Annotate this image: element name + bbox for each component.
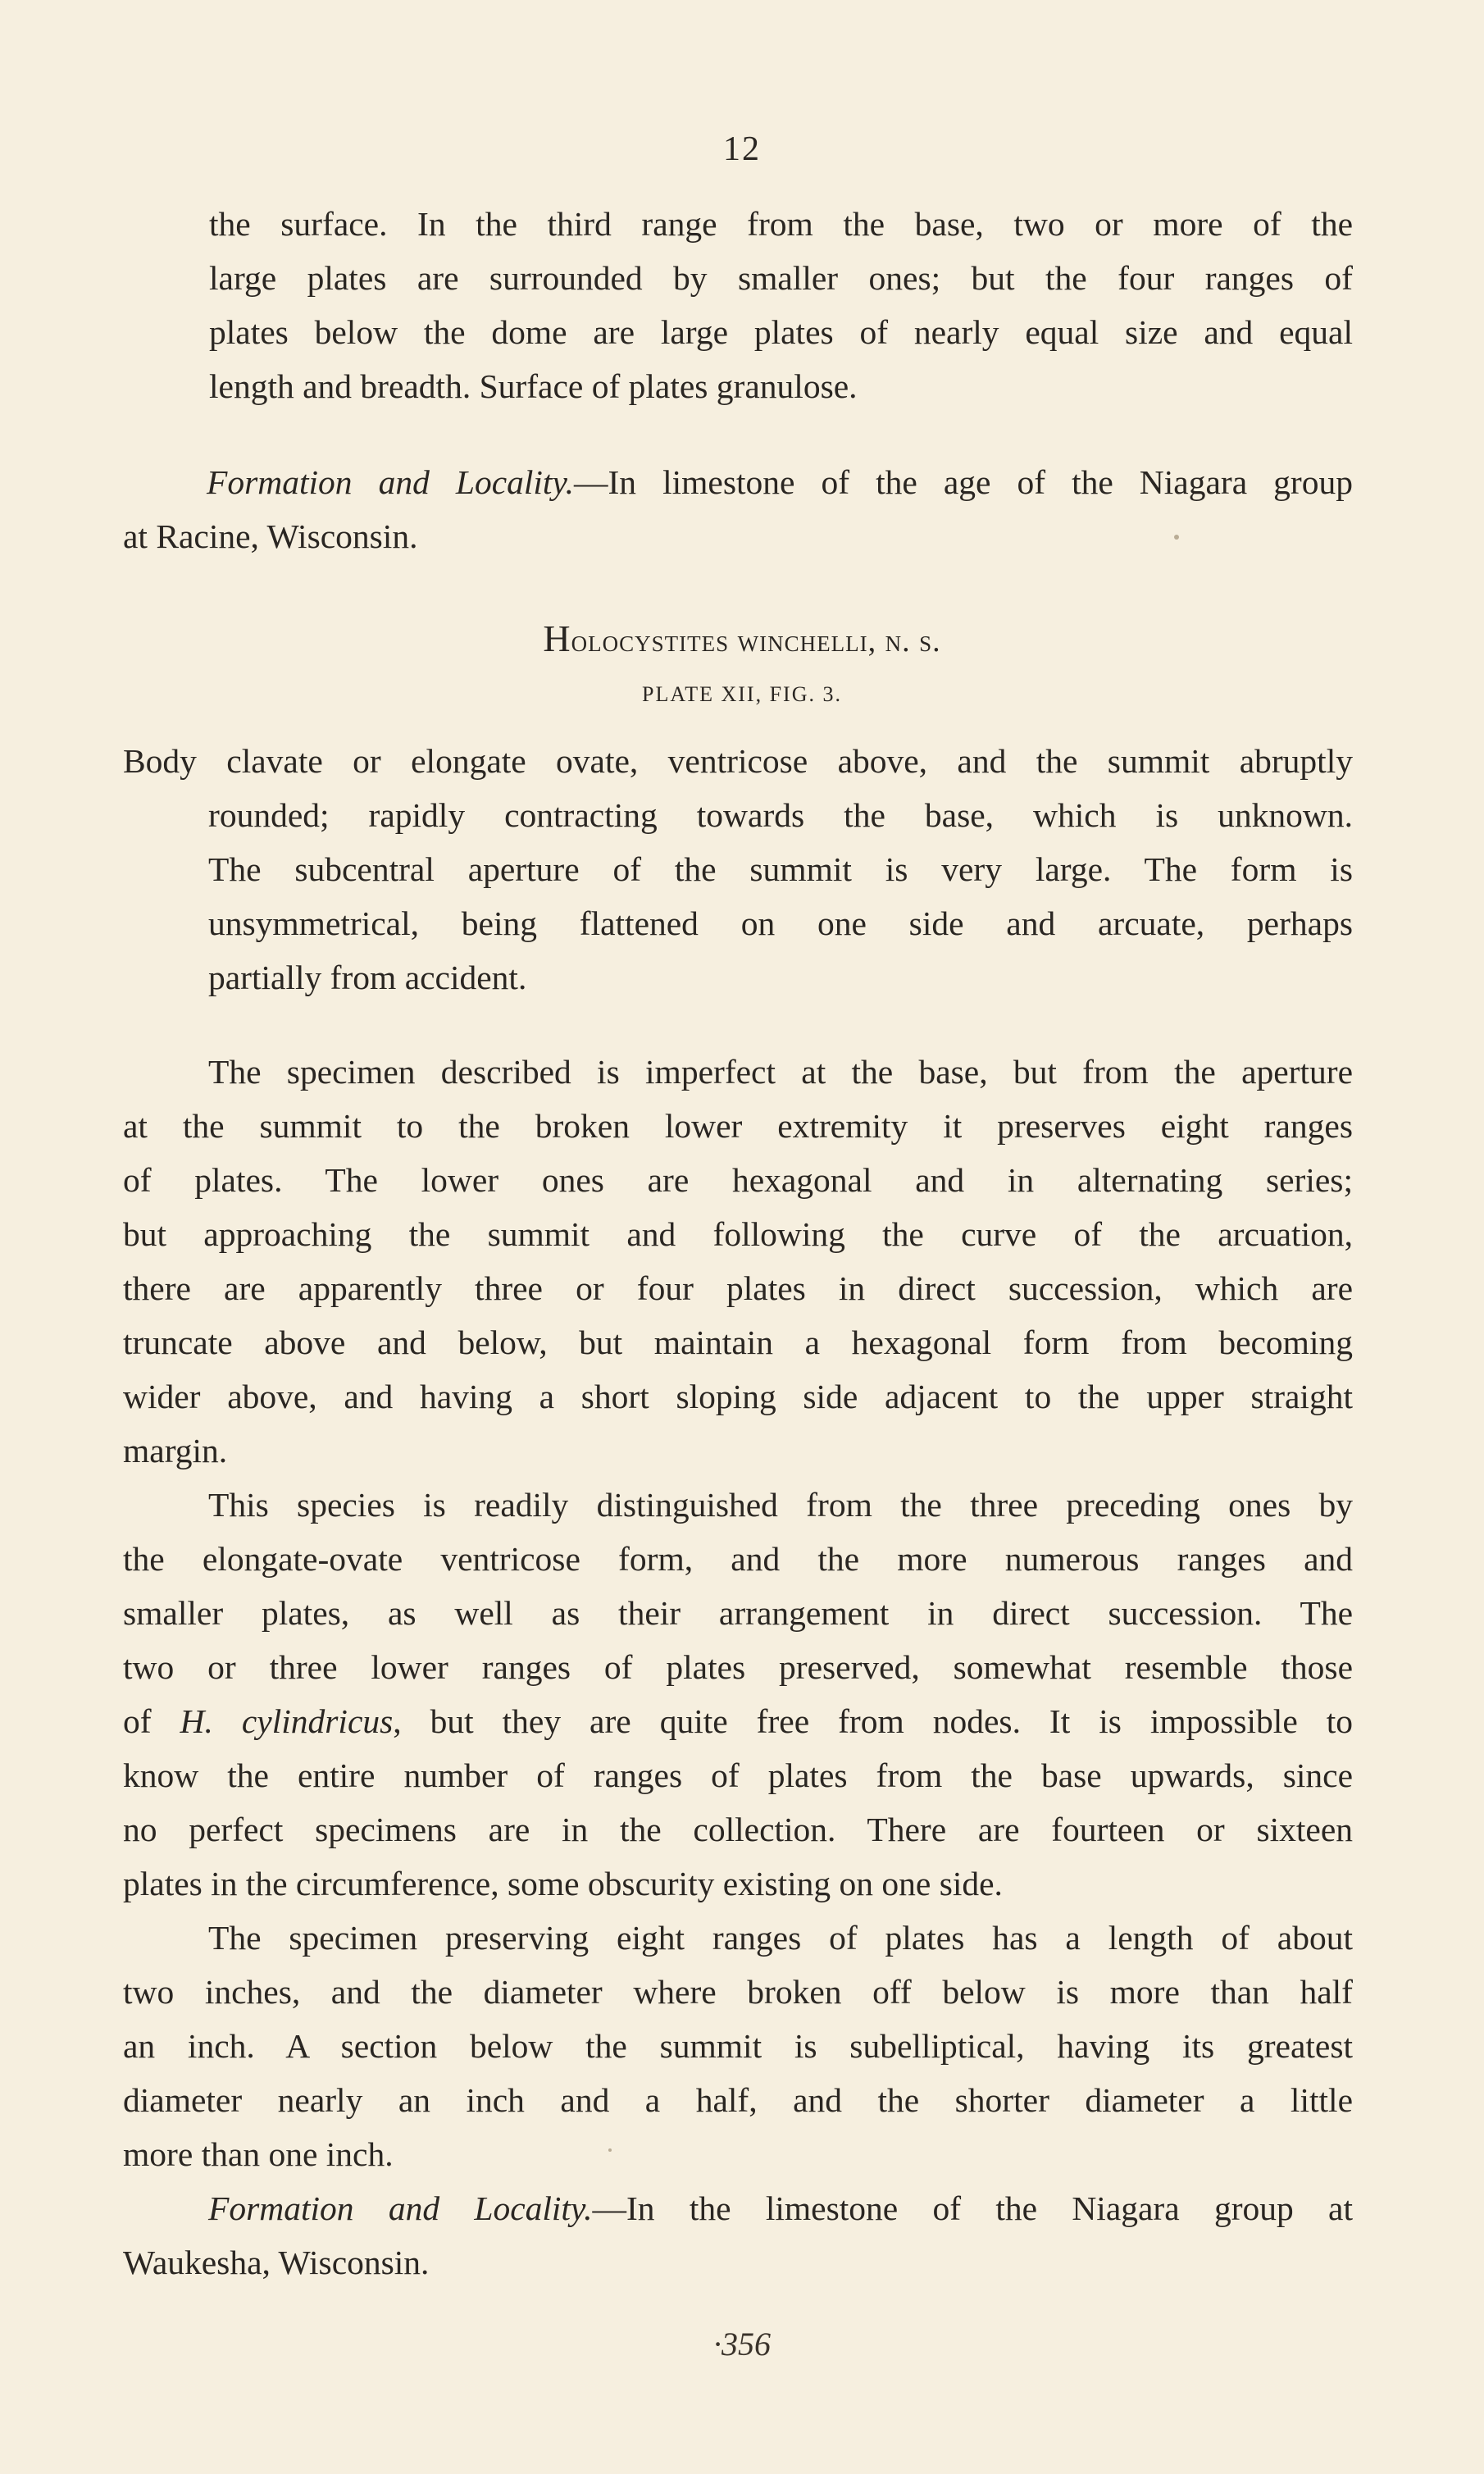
- text-line: more than one inch.: [123, 2135, 394, 2173]
- text-line: smaller plates, as well as their arrangement in direct succession. The: [123, 1594, 1353, 1632]
- text-line: The subcentral aperture of the summit is very large. The form is: [208, 850, 1353, 888]
- measurement-paragraph: [123, 1911, 1353, 2181]
- text-line: truncate above and below, but maintain a hexagonal form from becoming: [123, 1324, 1353, 1361]
- text-line: diameter nearly an inch and a half, and the shorter diameter a little: [123, 2081, 1353, 2119]
- text-line: unsymmetrical, being flattened on one side and arcuate, perhaps: [208, 904, 1353, 942]
- specimen-paragraph: [123, 1045, 1353, 1478]
- text-line: two or three lower ranges of plates preserved, somewhat resemble those: [123, 1648, 1353, 1686]
- text-line: large plates are surrounded by smaller ones; but the four ranges of: [209, 259, 1353, 297]
- text-line: at Racine, Wisconsin.: [123, 517, 418, 555]
- formation-text: —In the limestone of the Niagara group at: [592, 2189, 1353, 2227]
- comparison-paragraph: [123, 1478, 1353, 1911]
- text-line: partially from accident.: [208, 959, 527, 996]
- species-heading: [0, 617, 1484, 660]
- text-line: The specimen preserving eight ranges of plates has a length of about: [208, 1919, 1353, 1957]
- folio-mark: ·356: [713, 2326, 771, 2362]
- text-line: margin.: [123, 1432, 228, 1469]
- text-line: The specimen described is imperfect at the base, but from the aperture: [208, 1053, 1353, 1091]
- species-heading-initial: H: [543, 617, 571, 659]
- text-line: Body clavate or elongate ovate, ventricose above, and the summit abruptly: [123, 742, 1353, 780]
- species-description: [123, 734, 1353, 1005]
- formation-locality-paragraph-2: [123, 2181, 1353, 2289]
- formation-label: Formation and Locality.: [207, 463, 574, 501]
- text-line: plates in the circumference, some obscurity existing on one side.: [123, 1865, 1003, 1902]
- plate-reference: PLATE XII, FIG. 3.: [642, 682, 842, 706]
- text-line: [123, 455, 1353, 509]
- text-line: wider above, and having a short sloping side adjacent to the upper straight: [123, 1378, 1353, 1415]
- species-heading-rest: olocystites winchelli, n. s.: [571, 624, 941, 658]
- text-line: an inch. A section below the summit is subelliptical, having its greatest: [123, 2027, 1353, 2065]
- formation-text: —In limestone of the age of the Niagara group: [573, 463, 1353, 501]
- text-line: This species is readily distinguished from the three preceding ones by: [208, 1486, 1353, 1524]
- text-fragment: , but they are quite free from nodes. It is impossible to: [393, 1702, 1353, 1740]
- continuation-paragraph: [209, 197, 1353, 413]
- text-line: of plates. The lower ones are hexagonal and in alternating series;: [123, 1161, 1353, 1199]
- paper-speck: [608, 2148, 612, 2152]
- text-line: Waukesha, Wisconsin.: [123, 2244, 430, 2281]
- formation-label: Formation and Locality.: [208, 2189, 593, 2227]
- text-line: two inches, and the diameter where broken off below is more than half: [123, 1973, 1353, 2011]
- page-number: 12: [723, 130, 761, 168]
- text-line: there are apparently three or four plates in direct succession, which are: [123, 1269, 1353, 1307]
- text-line: length and breadth. Surface of plates granulose.: [209, 367, 858, 405]
- text-fragment: of: [123, 1702, 180, 1740]
- text-line: plates below the dome are large plates of nearly equal size and equal: [209, 313, 1353, 351]
- text-line: [123, 2181, 1353, 2235]
- species-name-italic: H. cylindricus: [180, 1702, 394, 1740]
- text-line: at the summit to the broken lower extremity it preserves eight ranges: [123, 1107, 1353, 1145]
- text-line: the elongate-ovate ventricose form, and the more numerous ranges and: [123, 1540, 1353, 1578]
- formation-locality-paragraph: [123, 455, 1353, 563]
- text-line: know the entire number of ranges of plates from the base upwards, since: [123, 1756, 1353, 1794]
- text-line: [123, 1694, 1353, 1748]
- text-line: no perfect specimens are in the collection. There are fourteen or sixteen: [123, 1811, 1353, 1848]
- paper-speck: [1174, 535, 1179, 540]
- text-line: rounded; rapidly contracting towards the base, which is unknown.: [208, 796, 1353, 834]
- text-line: but approaching the summit and following the curve of the arcuation,: [123, 1215, 1353, 1253]
- text-line: the surface. In the third range from the base, two or more of the: [209, 205, 1353, 243]
